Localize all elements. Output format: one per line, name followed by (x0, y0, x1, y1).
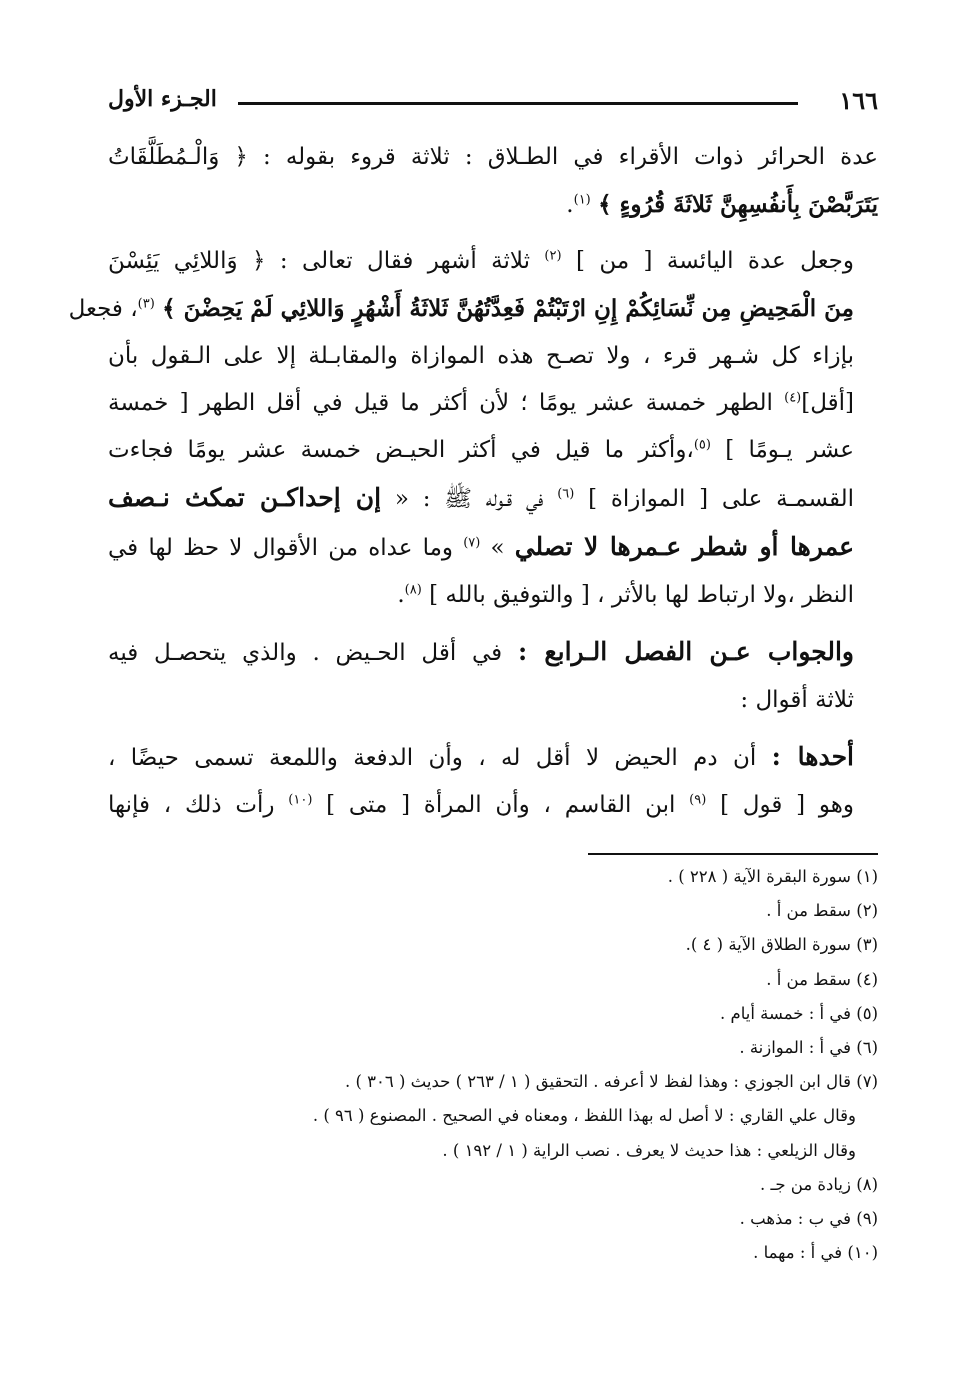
header-rule (238, 102, 798, 105)
footnote-ref: (٦) (557, 486, 575, 502)
footnote-ref: (٣) (137, 296, 155, 312)
footnote-6: (٦) في أ : الموازنة . (739, 1038, 878, 1058)
footnote-ref: (٧) (463, 535, 481, 551)
running-title: الجـزء الأول (108, 86, 217, 112)
text-line: وهو [ قول ] $^{(٩)}$ ابن القاسم ، وأن المرأة [ متى ] $^{(١٠)}$ رأت ذلك ، فإنها (108, 792, 855, 818)
footnote-ref: (١) (573, 192, 591, 208)
main-text (68, 134, 878, 838)
footnote-7-continued: وقال الزيلعي : هذا حديث لا يعرف . نصب الراية ( ١ / ١٩٢ ) . (442, 1140, 856, 1160)
paragraph-4 (108, 733, 878, 829)
footnote-7: (٧) قال ابن الجوزي : وهذا لفظ لا أعرفه . التحقيق ( ١ / ٢٦٣ ) حديث ( ٣٠٦ ) . (344, 1072, 878, 1092)
footnote-4: (٤) سقط من أ . (766, 969, 878, 989)
footnote-ref: (٨) (404, 582, 422, 598)
footnote-3: (٣) سورة الطلاق الآية ( ٤ ). (685, 935, 878, 955)
footnote-ref: (٥) (693, 437, 711, 453)
footnote-5: (٥) في أ : خمسة أيام . (720, 1003, 878, 1023)
paragraph-1 (108, 134, 878, 229)
footnote-7-continued: وقال علي القاري : لا أصل له بهذا اللفظ ، ومعناه في الصحيح . المصنوع ( ٩٦ ) . (312, 1106, 856, 1126)
hadith-quote: إن إحداكـن تمكث نـصف (108, 483, 382, 512)
footnote-2: (٢) سقط من أ . (766, 901, 878, 921)
paragraph-3 (108, 628, 878, 724)
text-line: والجواب عـن الفصل الـرابع : في أقل الحـيض . والذي يتحصـل فيه (108, 637, 855, 666)
footnotes (108, 860, 878, 1270)
opinion-heading: أحدها : (771, 742, 854, 771)
footnote-separator (588, 853, 878, 855)
text-line: [أقل]$^{(٤)}$ الطهر خمسة عشر يومًا ؛ لأن أكثر ما قيل في أقل الطهر [ خمسة (108, 390, 854, 416)
footnote-10: (١٠) في أ : مهما . (753, 1243, 878, 1263)
footnote-ref: (٤) (784, 390, 802, 406)
footnote-8: (٨) زيادة من جـ . (760, 1174, 878, 1194)
section-heading: والجواب عـن الفصل الـرابع : (517, 637, 855, 666)
page-number: ١٦٦ (839, 86, 878, 115)
page-header (108, 86, 878, 120)
text-line: يَتَرَبَّصْنَ بِأَنفُسِهِنَّ ثَلاثَةَ قُرُوءٍ ﴾ $^{(١)}$. (566, 191, 878, 218)
text-line: بإزاء كل شـهر قرء ، ولا تصـح هذه الموازاة والمقابـلة إلا على الـقول بأن (108, 343, 854, 369)
quran-quote: يَتَرَبَّصْنَ بِأَنفُسِهِنَّ ثَلاثَةَ قُرُوءٍ ﴾ (598, 191, 878, 218)
text-line: عشر يـومًا ] $^{(٥)}$،وأكثر ما قيل في أكثر الحيـض خمسة عشر يومًا فجاءت (108, 437, 854, 463)
text-line: عدة الحرائر ذوات الأقراء في الطـلاق : ثلاثة قروء بقوله : ﴿ وَالْـمُطَلَّقَاتُ (108, 144, 878, 170)
hadith-quote: عمرها أو شطر عـمرها لا تصلي (514, 532, 854, 561)
footnote-ref: (١٠) (288, 792, 313, 808)
text-line: عمرها أو شطر عـمرها لا تصلي » $^{(٧)}$ وما عداه من الأقوال لا حظ لها في (108, 532, 854, 561)
quran-quote: مِنَ الْمَحِيضِ مِن نِّسَائِكُمْ إِنِ ارْتَبْتُمْ فَعِدَّتُهُنَّ ثَلاثَةُ أَشْهُرٍ وَاللائِي لَمْ يَحِضْنَ ﴾ (162, 295, 854, 322)
text-line: القسمـة على [ الموازاة ] $^{(٦)}$ في قـوله ﷺ : « إن إحداكـن تمكث نـصف (108, 483, 855, 512)
text-line: مِنَ الْمَحِيضِ مِن نِّسَائِكُمْ إِنِ ارْتَبْتُمْ فَعِدَّتُهُنَّ ثَلاثَةُ أَشْهُرٍ وَاللائِي لَمْ يَحِضْنَ ﴾ $^{(٣)}$، فجعل (68, 295, 854, 322)
paragraph-2 (68, 238, 878, 619)
footnote-1: (١) سورة البقرة الآية ( ٢٢٨ ) . (667, 867, 878, 886)
text-line: أحدها : أن دم الحيض لا أقل له ، وأن الدفعة واللمعة تسمى حيضًا ، (108, 742, 854, 771)
text-line: وجعل عدة اليائسة [ من ] $^{(٢)}$ ثلاثة أشهر فقال تعالى : ﴿ وَاللائِي يَئِسْنَ (108, 248, 855, 274)
text-line: ثلاثة أقوال : (740, 687, 854, 713)
text-line: النظر ،ولا ارتباط لها بالأثر ، [ والتوفيق بالله ] $^{(٨)}$. (397, 582, 854, 608)
footnote-9: (٩) في ب : مذهب . (739, 1209, 878, 1229)
footnote-ref: (٢) (544, 248, 562, 264)
footnote-ref: (٩) (689, 792, 707, 808)
